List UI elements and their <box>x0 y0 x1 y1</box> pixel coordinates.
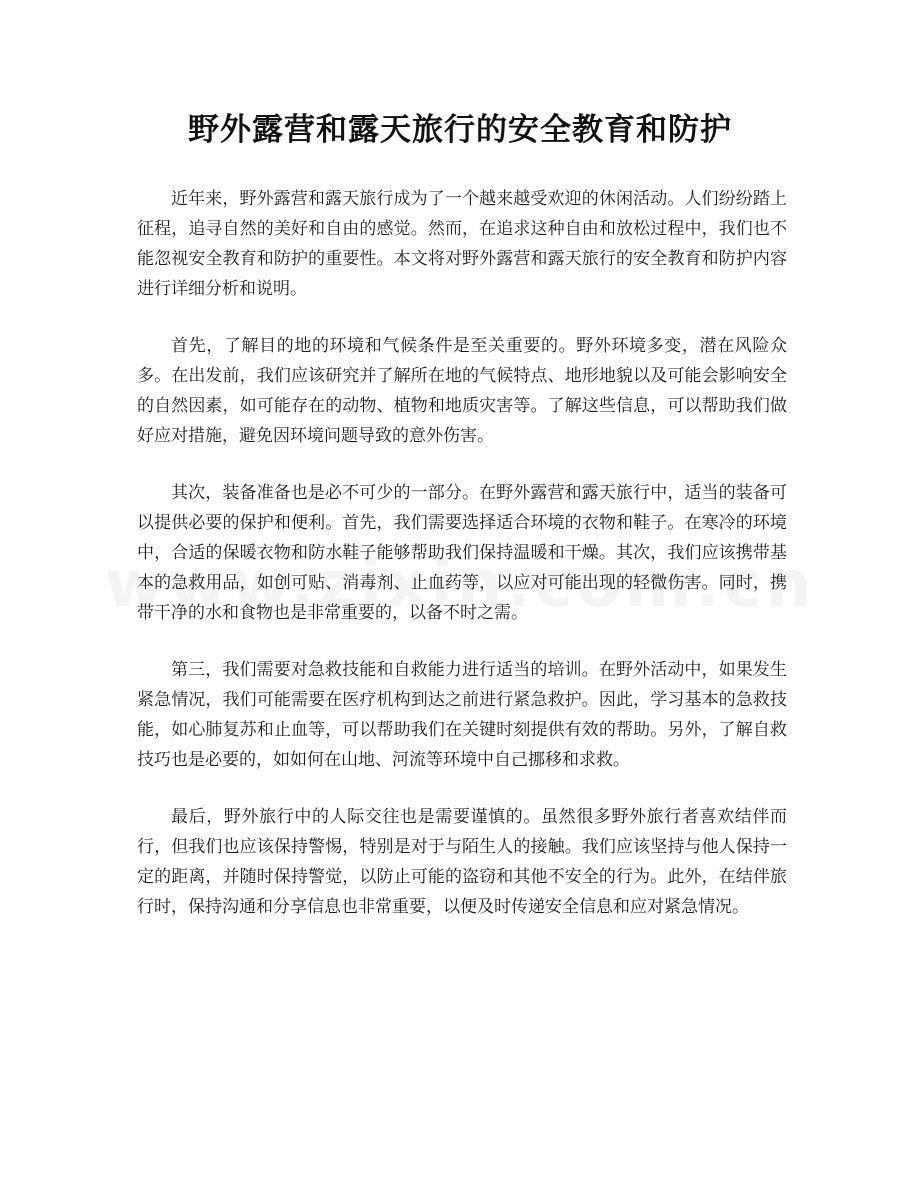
paragraph-intro: 近年来，野外露营和露天旅行成为了一个越来越受欢迎的休闲活动。人们纷纷踏上征程，追寻自然的美好和自由的感觉。然而，在追求这种自由和放松过程中，我们也不能忽视安全教育和防护的重要性。本文将对野外露营和露天旅行的安全教育和防护内容进行详细分析和说明。 <box>137 189 787 299</box>
paragraph-environment: 首先，了解目的地的环境和气候条件是至关重要的。野外环境多变，潜在风险众多。在出发前，我们应该研究并了解所在地的气候特点、地形地貌以及可能会影响安全的自然因素，如可能存在的动物、植物和地质灾害等。了解这些信息，可以帮助我们做好应对措施，避免因环境问题导致的意外伤害。 <box>137 336 787 446</box>
paragraph-first-aid: 第三，我们需要对急救技能和自救能力进行适当的培训。在野外活动中，如果发生紧急情况，我们可能需要在医疗机构到达之前进行紧急救护。因此，学习基本的急救技能，如心肺复苏和止血等，可以帮助我们在关键时刻提供有效的帮助。另外，了解自救技巧也是必要的，如如何在山地、河流等环境中自己挪移和求救。 <box>137 660 787 770</box>
article-body <box>137 184 787 949</box>
paragraph-social: 最后，野外旅行中的人际交往也是需要谨慎的。虽然很多野外旅行者喜欢结伴而行，但我们也应该保持警惕，特别是对于与陌生人的接触。我们应该坚持与他人保持一定的距离，并随时保持警觉，以防止可能的盗窃和其他不安全的行为。此外，在结伴旅行时，保持沟通和分享信息也非常重要，以便及时传递安全信息和应对紧急情况。 <box>137 807 787 917</box>
paragraph-equipment: 其次，装备准备也是必不可少的一部分。在野外露营和露天旅行中，适当的装备可以提供必要的保护和便利。首先，我们需要选择适合环境的衣物和鞋子。在寒冷的环境中，合适的保暖衣物和防水鞋子能够帮助我们保持温暖和干燥。其次，我们应该携带基本的急救用品，如创可贴、消毒剂、止血药等，以应对可能出现的轻微伤害。同时，携带干净的水和食物也是非常重要的，以备不时之需。 <box>137 483 787 623</box>
page-title: 野外露营和露天旅行的安全教育和防护 <box>188 112 732 148</box>
